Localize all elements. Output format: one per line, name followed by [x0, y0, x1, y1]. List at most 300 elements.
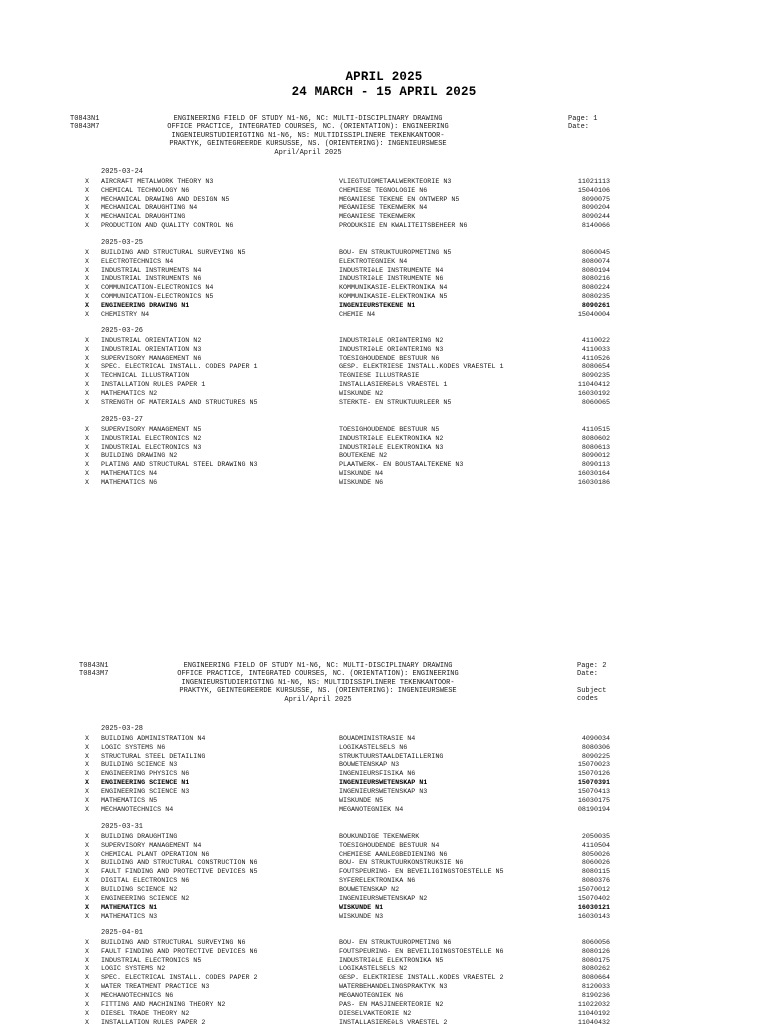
subject-name-english: MATHEMATICS N6 — [101, 479, 158, 488]
subject-code: 8080376 — [581, 877, 610, 886]
selection-mark: X — [85, 956, 90, 965]
subject-row — [0, 355, 768, 364]
subject-code: 8050026 — [581, 850, 610, 859]
subject-name-afrikaans: TOESIGHOUDENDE BESTUUR N5 — [339, 425, 440, 434]
selection-mark: X — [85, 886, 90, 895]
subject-row — [0, 983, 768, 992]
subject-code: 8080074 — [581, 257, 610, 266]
subject-row — [0, 886, 768, 895]
subject-row — [0, 859, 768, 868]
paper-code: T0843N1 — [70, 115, 100, 123]
subject-code: 8060056 — [581, 938, 610, 947]
exam-date: 2025-04-01 — [101, 929, 144, 937]
subject-row — [0, 761, 768, 770]
subject-code: 8090075 — [581, 195, 610, 204]
subject-code: 08190194 — [577, 806, 610, 815]
subject-name-english: DIGITAL ELECTRONICS N6 — [101, 877, 190, 886]
subject-row — [0, 744, 768, 753]
subject-name-afrikaans: BOU- EN STRUKTUUROPMETING N6 — [339, 938, 452, 947]
paper-codes — [79, 662, 108, 679]
subject-name-afrikaans: INGENIEURSWETENSKAP N3 — [339, 788, 428, 797]
subject-name-english: MATHEMATICS N5 — [101, 797, 158, 806]
subject-name-afrikaans: CHEMIESE TEGNOLOGIE N6 — [339, 186, 428, 195]
exam-date: 2025-03-24 — [101, 168, 144, 176]
subject-row — [0, 788, 768, 797]
subject-name-english: DIESEL TRADE THEORY N2 — [101, 1010, 190, 1019]
subject-name-afrikaans: BOU- EN STRUKTUURKONSTRUKSIE N6 — [339, 859, 464, 868]
subject-code: 11021113 — [577, 177, 610, 186]
subject-code: 8090012 — [581, 452, 610, 461]
subject-row — [0, 851, 768, 860]
subject-name-afrikaans: INGENIEURSWETENSKAP N1 — [339, 779, 428, 788]
subject-name-english: LOGIC SYSTEMS N6 — [101, 743, 166, 752]
subject-name-english: FITTING AND MACHINING THEORY N2 — [101, 1001, 226, 1010]
subject-row — [0, 204, 768, 213]
subject-name-afrikaans: TEGNIESE ILLUSTRASIE — [339, 372, 420, 381]
selection-mark: X — [85, 779, 90, 788]
selection-mark: X — [85, 222, 90, 231]
subject-code: 8080224 — [581, 284, 610, 293]
subject-name-afrikaans: INDUSTRIëLE INSTRUMENTE N6 — [339, 275, 444, 284]
subject-row — [0, 974, 768, 983]
subject-row — [0, 249, 768, 258]
subject-name-english: INDUSTRIAL INSTRUMENTS N6 — [101, 275, 202, 284]
header-line: OFFICE PRACTICE, INTEGRATED COURSES, NC. (ORIENTATION): ENGINEERING — [167, 123, 449, 132]
subject-row — [0, 213, 768, 222]
subject-row — [0, 833, 768, 842]
subject-name-afrikaans: TOESIGHOUDENDE BESTUUR N6 — [339, 354, 440, 363]
subject-row — [0, 337, 768, 346]
selection-mark: X — [85, 752, 90, 761]
subject-name-afrikaans: KOMMUNIKASIE-ELEKTRONIKA N5 — [339, 293, 448, 302]
subject-code: 15070402 — [577, 895, 610, 904]
subject-name-afrikaans: BOUWETENSKAP N2 — [339, 886, 400, 895]
subject-row — [0, 957, 768, 966]
subject-name-english: SPEC. ELECTRICAL INSTALL. CODES PAPER 2 — [101, 974, 258, 983]
subject-name-english: INDUSTRIAL ORIENTATION N3 — [101, 345, 202, 354]
subject-name-afrikaans: PLAATWERK- EN BOUSTAALTEKENE N3 — [339, 461, 464, 470]
subject-name-afrikaans: SYFERELEKTRONIKA N6 — [339, 877, 416, 886]
subject-name-afrikaans: CHEMIE N4 — [339, 311, 376, 320]
selection-mark: X — [85, 381, 90, 390]
subject-row — [0, 381, 768, 390]
subject-name-afrikaans: WISKUNDE N1 — [339, 904, 384, 913]
subject-code: 4090034 — [581, 734, 610, 743]
subject-name-afrikaans: MEGANIESE TEKENWERK N4 — [339, 204, 428, 213]
subject-row — [0, 346, 768, 355]
selection-mark: X — [85, 461, 90, 470]
subject-name-english: FAULT FINDING AND PROTECTIVE DEVICES N5 — [101, 868, 258, 877]
subject-name-english: INDUSTRIAL ELECTRONICS N3 — [101, 443, 202, 452]
selection-mark: X — [85, 1010, 90, 1019]
subject-row — [0, 293, 768, 302]
subject-row — [0, 444, 768, 453]
selection-mark: X — [85, 770, 90, 779]
selection-mark: X — [85, 284, 90, 293]
date-label: Date: — [568, 123, 590, 132]
subject-code: 8060065 — [581, 399, 610, 408]
exam-date: 2025-03-25 — [101, 239, 144, 247]
subject-code: 8060026 — [581, 859, 610, 868]
selection-mark: X — [85, 743, 90, 752]
subject-code: 16030143 — [577, 913, 610, 922]
field-of-study-header — [108, 662, 528, 704]
subject-name-english: PLATING AND STRUCTURAL STEEL DRAWING N3 — [101, 461, 258, 470]
subject-name-afrikaans: WISKUNDE N4 — [339, 470, 384, 479]
subject-code: 8080235 — [581, 293, 610, 302]
subject-row — [0, 1001, 768, 1010]
selection-mark: X — [85, 434, 90, 443]
subject-code: 16030192 — [577, 390, 610, 399]
subject-code: 8080194 — [581, 266, 610, 275]
subject-code: 2050035 — [581, 832, 610, 841]
subject-name-afrikaans: ELEKTROTEGNIEK N4 — [339, 257, 408, 266]
subject-name-english: BUILDING AND STRUCTURAL SURVEYING N6 — [101, 938, 246, 947]
paper-code: T0843N1 — [79, 662, 109, 670]
subject-row — [0, 363, 768, 372]
subject-name-english: CHEMISTRY N4 — [101, 311, 150, 320]
selection-mark: X — [85, 868, 90, 877]
subject-code: 16030121 — [577, 904, 610, 913]
subject-code: 15070126 — [577, 770, 610, 779]
subject-name-afrikaans: WISKUNDE N3 — [339, 913, 384, 922]
date-label: Date: — [577, 670, 599, 679]
subject-code: 8080262 — [581, 965, 610, 974]
header-line: ENGINEERING FIELD OF STUDY N1-N6, NC: MULTI-DISCIPLINARY DRAWING — [183, 662, 453, 670]
subject-code: 16030175 — [577, 797, 610, 806]
subject-name-english: SUPERVISORY MANAGEMENT N6 — [101, 354, 202, 363]
subject-name-english: ENGINEERING SCIENCE N3 — [101, 788, 190, 797]
selection-mark: X — [85, 336, 90, 345]
subject-name-afrikaans: INDUSTRIëLE ELEKTRONIKA N2 — [339, 434, 444, 443]
selection-mark: X — [85, 913, 90, 922]
subject-name-afrikaans: MEGANOTEGNIEK N6 — [339, 992, 404, 1001]
page-number: Page: 1 — [568, 115, 598, 123]
subject-name-english: BUILDING AND STRUCTURAL CONSTRUCTION N6 — [101, 859, 258, 868]
selection-mark: X — [85, 974, 90, 983]
subject-row — [0, 992, 768, 1001]
subject-row — [0, 187, 768, 196]
selection-mark: X — [85, 470, 90, 479]
paper-code: T0843M7 — [70, 123, 100, 132]
subject-code: 15070023 — [577, 761, 610, 770]
subject-row — [0, 426, 768, 435]
subject-name-english: MECHANICAL DRAUGHTING N4 — [101, 204, 198, 213]
selection-mark: X — [85, 904, 90, 913]
subject-row — [0, 390, 768, 399]
selection-mark: X — [85, 859, 90, 868]
subject-name-english: ELECTROTECHNICS N4 — [101, 257, 174, 266]
subject-row — [0, 842, 768, 851]
subject-name-afrikaans: INGENIEURSFISIKA N6 — [339, 770, 416, 779]
subject-row — [0, 258, 768, 267]
subject-row — [0, 797, 768, 806]
subject-code: 16030186 — [577, 479, 610, 488]
subject-name-afrikaans: INGENIEURSTEKENE N1 — [339, 302, 416, 311]
subject-name-afrikaans: INDUSTRIëLE ORIëNTERING N2 — [339, 336, 444, 345]
subject-row — [0, 178, 768, 187]
subject-name-english: AIRCRAFT METALWORK THEORY N3 — [101, 177, 214, 186]
subject-name-english: ENGINEERING SCIENCE N1 — [101, 779, 190, 788]
selection-mark: X — [85, 354, 90, 363]
subject-name-english: BUILDING DRAUGHTING — [101, 832, 178, 841]
subject-code: 8080216 — [581, 275, 610, 284]
subject-row — [0, 372, 768, 381]
subject-name-english: STRENGTH OF MATERIALS AND STRUCTURES N5 — [101, 399, 258, 408]
field-of-study-header — [98, 115, 518, 157]
subject-code: 8090113 — [581, 461, 610, 470]
subject-name-afrikaans: FOUTSPEURING- EN BEVEILIGINGSTOESTELLE N5 — [339, 868, 504, 877]
subject-code: 15040106 — [577, 186, 610, 195]
subject-code: 8080306 — [581, 743, 610, 752]
selection-mark: X — [85, 443, 90, 452]
subject-code: 8080175 — [581, 956, 610, 965]
page-info — [577, 662, 606, 704]
subject-row — [0, 735, 768, 744]
selection-mark: X — [85, 832, 90, 841]
selection-mark: X — [85, 204, 90, 213]
page-number: Page: 2 — [577, 662, 607, 670]
subject-row — [0, 452, 768, 461]
subject-name-english: FAULT FINDING AND PROTECTIVE DEVICES N6 — [101, 947, 258, 956]
subject-name-english: INDUSTRIAL ELECTRONICS N2 — [101, 434, 202, 443]
selection-mark: X — [85, 983, 90, 992]
subject-code: 8120033 — [581, 983, 610, 992]
subject-name-afrikaans: STERKTE- EN STRUKTUURLEER N5 — [339, 399, 452, 408]
selection-mark: X — [85, 186, 90, 195]
subject-row — [0, 435, 768, 444]
subject-code: 15070413 — [577, 788, 610, 797]
title-date-range: 24 MARCH - 15 APRIL 2025 — [291, 85, 477, 99]
exam-date: 2025-03-31 — [101, 823, 144, 831]
subject-row — [0, 753, 768, 762]
header-line: INGENIEURSTUDIERIGTING N1-N6, NS: MULTIDISSIPLINERE TEKENKANTOOR- — [171, 131, 445, 140]
subject-code: 8090244 — [581, 213, 610, 222]
subject-code: 8080654 — [581, 363, 610, 372]
selection-mark: X — [85, 248, 90, 257]
subject-row — [0, 222, 768, 231]
subject-name-english: MATHEMATICS N3 — [101, 913, 158, 922]
selection-mark: X — [85, 850, 90, 859]
exam-date: 2025-03-27 — [101, 416, 144, 424]
subject-name-afrikaans: FOUTSPEURING- EN BEVEILIGINGSTOESTELLE N6 — [339, 947, 504, 956]
selection-mark: X — [85, 1001, 90, 1010]
subject-name-english: ENGINEERING DRAWING N1 — [101, 302, 190, 311]
selection-mark: X — [85, 266, 90, 275]
subject-name-afrikaans: INDUSTRIëLE ELEKTRONIKA N3 — [339, 443, 444, 452]
subject-name-english: INSTALLATION RULES PAPER 2 — [101, 1019, 206, 1028]
subject-name-english: INDUSTRIAL ORIENTATION N2 — [101, 336, 202, 345]
selection-mark: X — [85, 293, 90, 302]
subject-code: 8080613 — [581, 443, 610, 452]
subject-name-english: BUILDING AND STRUCTURAL SURVEYING N5 — [101, 248, 246, 257]
subject-name-afrikaans: INSTALLASIEREëLS VRAESTEL 1 — [339, 381, 448, 390]
subject-code: 11040432 — [577, 1019, 610, 1028]
selection-mark: X — [85, 788, 90, 797]
selection-mark: X — [85, 806, 90, 815]
subject-name-english: SPEC. ELECTRICAL INSTALL. CODES PAPER 1 — [101, 363, 258, 372]
subject-name-english: LOGIC SYSTEMS N2 — [101, 965, 166, 974]
subject-codes-label: Subject codes — [577, 686, 607, 704]
subject-code: 8140066 — [581, 222, 610, 231]
subject-row — [0, 284, 768, 293]
selection-mark: X — [85, 363, 90, 372]
subject-row — [0, 1010, 768, 1019]
subject-code: 8090225 — [581, 752, 610, 761]
paper-codes — [70, 115, 99, 132]
header-line: PRAKTYK, GEINTEGREERDE KURSUSSE, NS. (ORIENTERING): INGENIEURSWESE — [169, 140, 447, 149]
subject-code: 8080115 — [581, 868, 610, 877]
subject-row — [0, 913, 768, 922]
subject-name-english: MECHANICAL DRAWING AND DESIGN N5 — [101, 195, 230, 204]
selection-mark: X — [85, 302, 90, 311]
exam-date: 2025-03-26 — [101, 327, 144, 335]
subject-code: 4110033 — [581, 345, 610, 354]
subject-name-english: CHEMICAL PLANT OPERATION N6 — [101, 850, 210, 859]
subject-row — [0, 806, 768, 815]
subject-row — [0, 965, 768, 974]
selection-mark: X — [85, 947, 90, 956]
subject-name-english: MECHANICAL DRAUGHTING — [101, 213, 186, 222]
subject-name-afrikaans: STRUKTUURSTAALDETAILLERING — [339, 752, 444, 761]
subject-row — [0, 770, 768, 779]
selection-mark: X — [85, 1019, 90, 1028]
header-line: April/April 2025 — [274, 148, 342, 157]
header-line: INGENIEURSTUDIERIGTING N1-N6, NS: MULTIDISSIPLINERE TEKENKANTOOR- — [181, 678, 455, 687]
subject-name-english: INDUSTRIAL INSTRUMENTS N4 — [101, 266, 202, 275]
subject-name-afrikaans: DIESELVAKTEORIE N2 — [339, 1010, 412, 1019]
subject-name-afrikaans: KOMMUNIKASIE-ELEKTRONIKA N4 — [339, 284, 448, 293]
selection-mark: X — [85, 177, 90, 186]
paper-code: T0843M7 — [79, 670, 109, 679]
selection-mark: X — [85, 275, 90, 284]
subject-row — [0, 302, 768, 311]
subject-name-afrikaans: LOGIKASTELSELS N6 — [339, 743, 408, 752]
subject-code: 4110504 — [581, 841, 610, 850]
subject-code: 16030164 — [577, 470, 610, 479]
subject-name-english: ENGINEERING SCIENCE N2 — [101, 895, 190, 904]
subject-name-afrikaans: INSTALLASIEREëLS VRAESTEL 2 — [339, 1019, 448, 1028]
subject-name-english: PRODUCTION AND QUALITY CONTROL N6 — [101, 222, 234, 231]
subject-row — [0, 868, 768, 877]
subject-row — [0, 948, 768, 957]
subject-name-afrikaans: GESP. ELEKTRIESE INSTALL.KODES VRAESTEL 1 — [339, 363, 504, 372]
subject-name-english: TECHNICAL ILLUSTRATION — [101, 372, 190, 381]
subject-name-afrikaans: INDUSTRIëLE ORIëNTERING N3 — [339, 345, 444, 354]
header-line: ENGINEERING FIELD OF STUDY N1-N6, NC: MULTI-DISCIPLINARY DRAWING — [173, 115, 443, 123]
subject-row — [0, 470, 768, 479]
subject-name-english: MATHEMATICS N1 — [101, 904, 158, 913]
header-line: PRAKTYK, GEINTEGREERDE KURSUSSE, NS. (ORIENTERING): INGENIEURSWESE — [179, 687, 457, 696]
subject-code: 8060045 — [581, 248, 610, 257]
subject-name-afrikaans: INDUSTRIëLE ELEKTRONIKA N5 — [339, 956, 444, 965]
subject-name-english: MATHEMATICS N4 — [101, 470, 158, 479]
selection-mark: X — [85, 390, 90, 399]
subject-name-english: MATHEMATICS N2 — [101, 390, 158, 399]
page-info — [568, 115, 597, 132]
exam-date: 2025-03-28 — [101, 725, 144, 733]
subject-code: 15040004 — [577, 311, 610, 320]
selection-mark: X — [85, 257, 90, 266]
subject-name-afrikaans: WISKUNDE N2 — [339, 390, 384, 399]
subject-name-afrikaans: CHEMIESE AANLEGBEDIENING N6 — [339, 850, 448, 859]
subject-row — [0, 196, 768, 205]
selection-mark: X — [85, 761, 90, 770]
subject-name-english: BUILDING SCIENCE N2 — [101, 886, 178, 895]
subject-row — [0, 311, 768, 320]
subject-name-afrikaans: BOUADMINISTRASIE N4 — [339, 734, 416, 743]
subject-name-english: BUILDING ADMINISTRATION N4 — [101, 734, 206, 743]
subject-row — [0, 461, 768, 470]
subject-name-afrikaans: LOGIKASTELSELS N2 — [339, 965, 408, 974]
subject-name-afrikaans: PAS- EN MASJINEERTEORIE N2 — [339, 1001, 444, 1010]
subject-code: 8090235 — [581, 372, 610, 381]
subject-code: 8090204 — [581, 204, 610, 213]
header-line: April/April 2025 — [284, 695, 352, 704]
subject-name-english: SUPERVISORY MANAGEMENT N4 — [101, 841, 202, 850]
subject-name-english: SUPERVISORY MANAGEMENT N5 — [101, 425, 202, 434]
subject-code: 4110022 — [581, 336, 610, 345]
subject-row — [0, 779, 768, 788]
subject-code: 11040412 — [577, 381, 610, 390]
subject-name-english: ENGINEERING PHYSICS N6 — [101, 770, 190, 779]
subject-name-afrikaans: BOUTEKENE N2 — [339, 452, 388, 461]
subject-name-english: BUILDING SCIENCE N3 — [101, 761, 178, 770]
subject-name-english: INDUSTRIAL ELECTRONICS N5 — [101, 956, 202, 965]
subject-code: 15070391 — [577, 779, 610, 788]
subject-code: 8080126 — [581, 947, 610, 956]
subject-name-english: INSTALLATION RULES PAPER 1 — [101, 381, 206, 390]
selection-mark: X — [85, 479, 90, 488]
subject-row — [0, 939, 768, 948]
selection-mark: X — [85, 877, 90, 886]
subject-name-english: BUILDING DRAWING N2 — [101, 452, 178, 461]
selection-mark: X — [85, 938, 90, 947]
subject-name-english: CHEMICAL TECHNOLOGY N6 — [101, 186, 190, 195]
subject-code: 8090261 — [581, 302, 610, 311]
subject-name-afrikaans: GESP. ELEKTRIESE INSTALL.KODES VRAESTEL 2 — [339, 974, 504, 983]
subject-code: 15070012 — [577, 886, 610, 895]
subject-name-afrikaans: BOUKUNDIGE TEKENWERK — [339, 832, 420, 841]
subject-name-afrikaans: MEGANOTEGNIEK N4 — [339, 806, 404, 815]
selection-mark: X — [85, 841, 90, 850]
subject-name-english: COMMUNICATION-ELECTRONICS N4 — [101, 284, 214, 293]
subject-name-afrikaans: WISKUNDE N6 — [339, 479, 384, 488]
subject-code: 11022032 — [577, 1001, 610, 1010]
selection-mark: X — [85, 734, 90, 743]
subject-name-english: MECHANOTECHNICS N4 — [101, 806, 174, 815]
subject-row — [0, 275, 768, 284]
subject-name-afrikaans: INGENIEURSWETENSKAP N2 — [339, 895, 428, 904]
subject-name-afrikaans: INDUSTRIëLE INSTRUMENTE N4 — [339, 266, 444, 275]
subject-name-afrikaans: VLIEGTUIGMETAALWERKTEORIE N3 — [339, 177, 452, 186]
subject-row — [0, 399, 768, 408]
subject-row — [0, 895, 768, 904]
subject-code: 4110526 — [581, 354, 610, 363]
subject-row — [0, 877, 768, 886]
selection-mark: X — [85, 311, 90, 320]
header-line: OFFICE PRACTICE, INTEGRATED COURSES, NC. (ORIENTATION): ENGINEERING — [177, 670, 459, 679]
subject-code: 11040192 — [577, 1010, 610, 1019]
selection-mark: X — [85, 195, 90, 204]
subject-name-afrikaans: BOUWETENSKAP N3 — [339, 761, 400, 770]
subject-code: 8190236 — [581, 992, 610, 1001]
subject-row — [0, 267, 768, 276]
selection-mark: X — [85, 965, 90, 974]
subject-name-afrikaans: MEGANIESE TEKENE EN ONTWERP N5 — [339, 195, 460, 204]
subject-name-afrikaans: MEGANIESE TEKENWERK — [339, 213, 416, 222]
selection-mark: X — [85, 425, 90, 434]
